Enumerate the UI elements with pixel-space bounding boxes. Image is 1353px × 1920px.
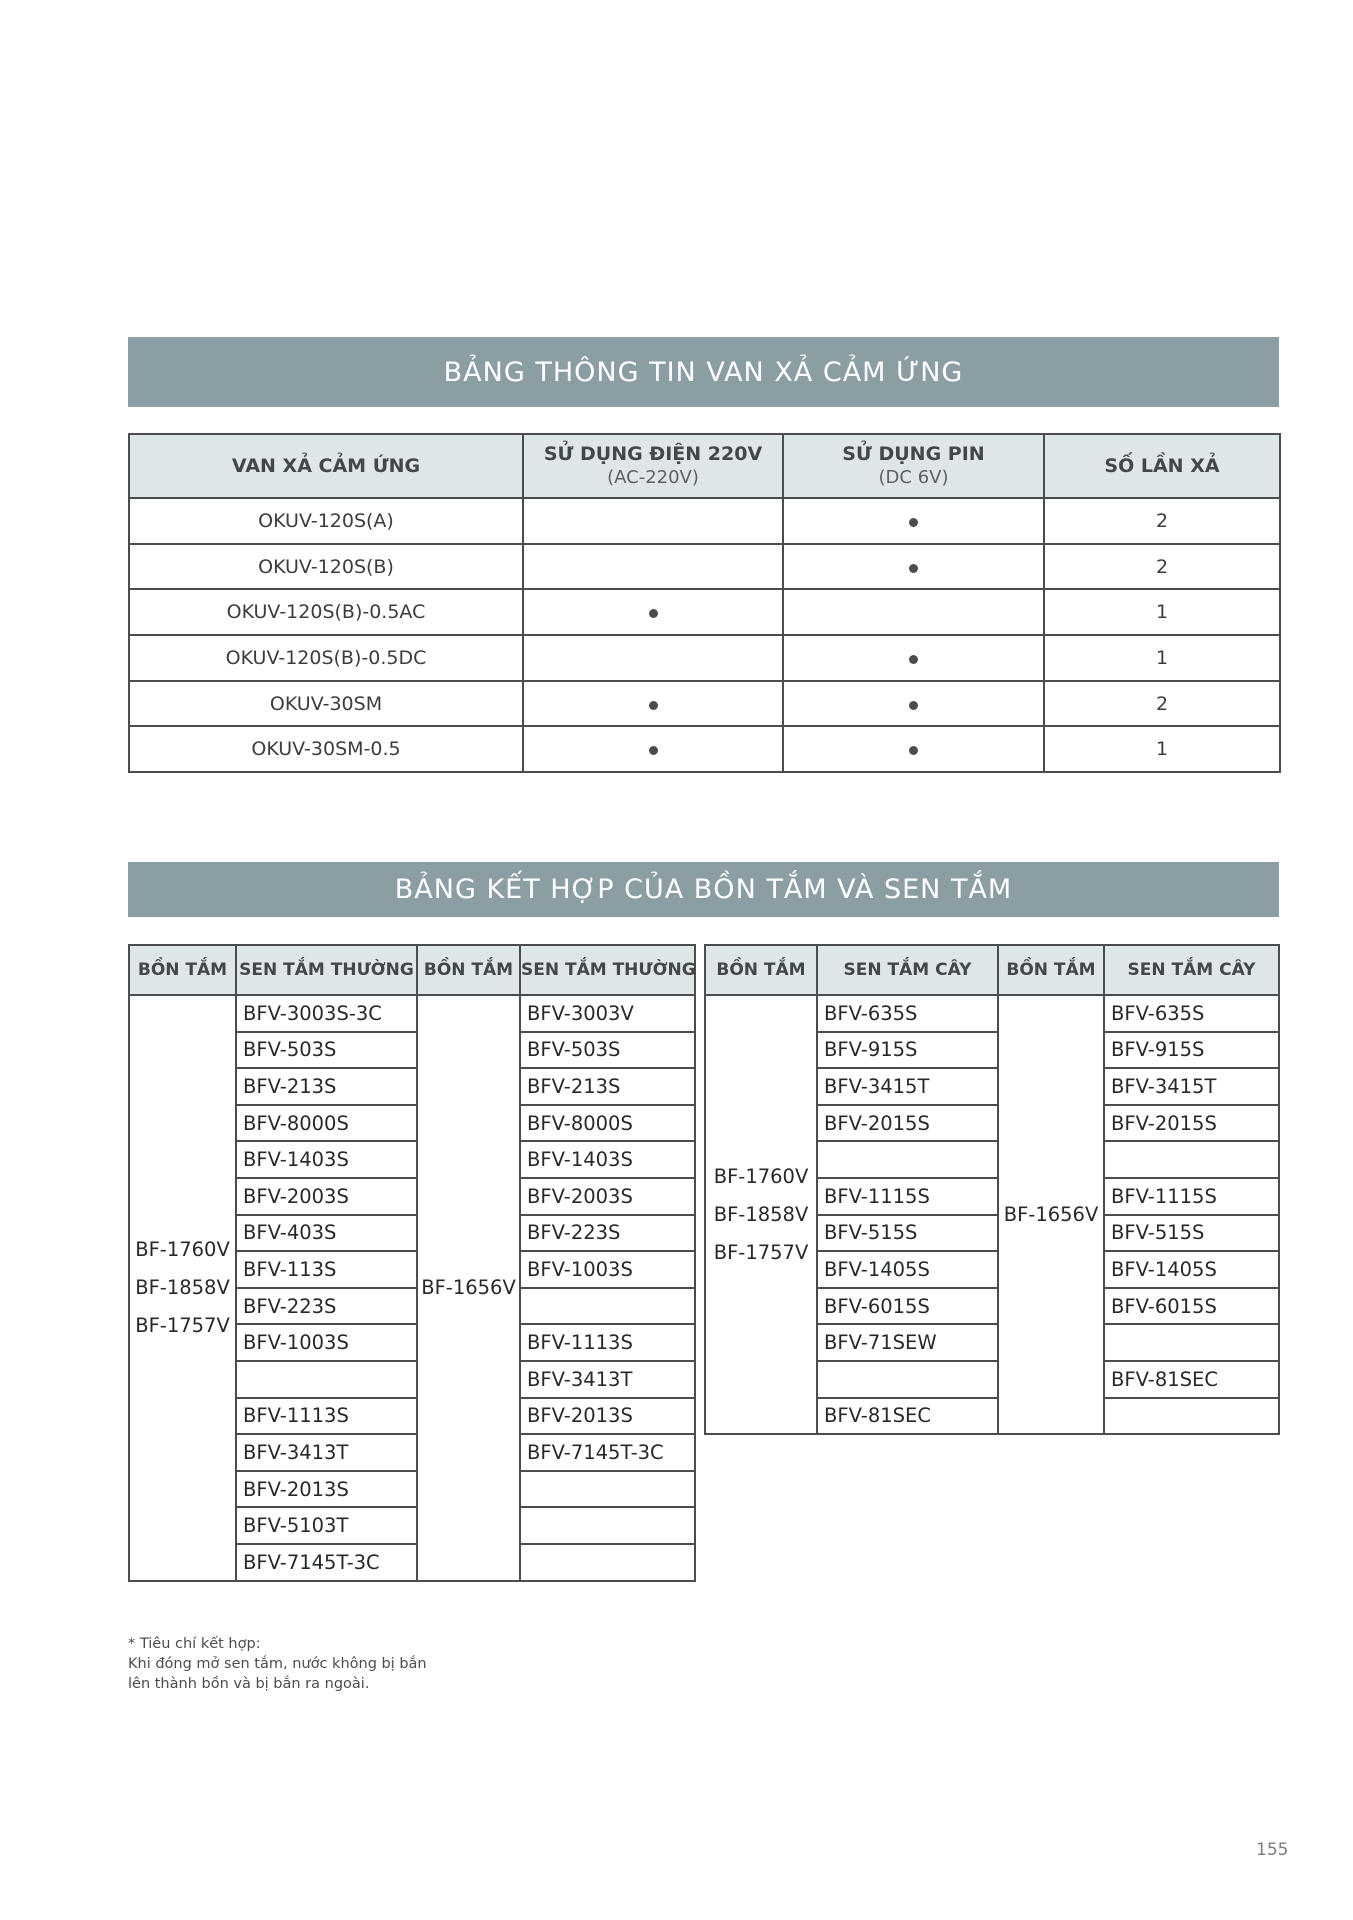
shower-model-cell: BFV-3003S-3C — [236, 995, 417, 1032]
shower-model-cell: BFV-6015S — [1104, 1288, 1279, 1325]
shower-model-cell: BFV-1405S — [1104, 1251, 1279, 1288]
shower-model-cell: BFV-2015S — [1104, 1105, 1279, 1142]
shower-model-cell: BFV-2003S — [520, 1178, 695, 1215]
header-sublabel: (DC 6V) — [878, 467, 949, 488]
tub-models-cell — [998, 995, 1104, 1434]
flush-count-cell: 2 — [1044, 544, 1280, 590]
shower-model-cell — [1104, 1141, 1279, 1178]
shower-model-cell: BFV-915S — [817, 1032, 998, 1069]
shower-model-cell — [520, 1507, 695, 1544]
ac220-cell — [523, 498, 783, 544]
valve-model-cell: OKUV-120S(B) — [129, 544, 523, 590]
shower-model-cell: BFV-71SEW — [817, 1324, 998, 1361]
dc6-cell — [783, 681, 1044, 727]
valve-table-row — [129, 681, 1280, 727]
tub-models-cell — [129, 995, 236, 1581]
shower-model-cell: BFV-1113S — [520, 1324, 695, 1361]
ac220-cell — [523, 544, 783, 590]
valve-table-row — [129, 498, 1280, 544]
dc6-cell — [783, 589, 1044, 635]
valve-model-cell: OKUV-30SM — [129, 681, 523, 727]
flush-count-cell: 1 — [1044, 726, 1280, 772]
header-tub: BỒN TẮM — [417, 945, 520, 995]
valve-table-title-text: BẢNG THÔNG TIN VAN XẢ CẢM ỨNG — [443, 356, 964, 388]
column-table-header-row — [705, 945, 1279, 995]
combo-table-title-text: BẢNG KẾT HỢP CỦA BỒN TẮM VÀ SEN TẮM — [394, 874, 1013, 905]
header-label: SỐ LẦN XẢ — [1104, 454, 1220, 477]
shower-model-cell: BFV-1003S — [236, 1324, 417, 1361]
tub-model: BF-1760V — [713, 1164, 809, 1188]
shower-model-cell: BFV-213S — [520, 1068, 695, 1105]
dc6-cell — [783, 498, 1044, 544]
tub-model: BF-1656V — [421, 1275, 516, 1299]
dc6-cell — [783, 544, 1044, 590]
ac220-cell — [523, 726, 783, 772]
shower-model-cell: BFV-5103T — [236, 1507, 417, 1544]
shower-model-cell — [1104, 1324, 1279, 1361]
tub-model: BF-1858V — [135, 1275, 230, 1299]
shower-model-cell: BFV-915S — [1104, 1032, 1279, 1069]
header-dc6 — [783, 434, 1044, 498]
flush-count-cell: 1 — [1044, 589, 1280, 635]
header-sublabel: (AC-220V) — [607, 467, 699, 488]
shower-model-cell: BFV-3415T — [1104, 1068, 1279, 1105]
shower-model-cell — [817, 1141, 998, 1178]
bullet-dot-icon — [649, 701, 658, 710]
footnote-line: Khi đóng mở sen tắm, nước không bị bắn — [128, 1656, 427, 1672]
shower-model-cell: BFV-223S — [236, 1288, 417, 1325]
column-shower-combo-table — [704, 944, 1280, 1435]
shower-model-cell: BFV-8000S — [520, 1105, 695, 1142]
ac220-cell — [523, 635, 783, 681]
tub-model: BF-1858V — [713, 1202, 809, 1226]
header-regular-shower: SEN TẮM THƯỜNG — [520, 945, 695, 995]
shower-model-cell: BFV-503S — [236, 1032, 417, 1069]
tub-model: BF-1656V — [1003, 1202, 1099, 1226]
tub-model: BF-1757V — [135, 1313, 230, 1337]
combo-table-row — [129, 995, 695, 1032]
valve-table-row — [129, 544, 1280, 590]
flush-count-cell: 1 — [1044, 635, 1280, 681]
shower-model-cell — [236, 1361, 417, 1398]
ac220-cell — [523, 589, 783, 635]
tub-model: BF-1760V — [135, 1237, 230, 1261]
combo-table-row — [705, 995, 1279, 1032]
shower-model-cell: BFV-515S — [817, 1215, 998, 1252]
dc6-cell — [783, 635, 1044, 681]
bullet-dot-icon — [909, 701, 918, 710]
header-regular-shower: SEN TẮM THƯỜNG — [236, 945, 417, 995]
header-tub: BỒN TẮM — [998, 945, 1104, 995]
shower-model-cell: BFV-3413T — [520, 1361, 695, 1398]
regular-shower-combo-table — [128, 944, 696, 1582]
header-label: VAN XẢ CẢM ỨNG — [231, 454, 421, 477]
header-ac220 — [523, 434, 783, 498]
bullet-dot-icon — [909, 564, 918, 573]
footnote — [128, 1634, 427, 1694]
shower-model-cell: BFV-6015S — [817, 1288, 998, 1325]
valve-model-cell: OKUV-120S(A) — [129, 498, 523, 544]
shower-model-cell: BFV-1405S — [817, 1251, 998, 1288]
header-valve-model — [129, 434, 523, 498]
shower-model-cell: BFV-2013S — [236, 1471, 417, 1508]
valve-table-row — [129, 635, 1280, 681]
shower-model-cell — [520, 1544, 695, 1581]
shower-model-cell: BFV-1403S — [236, 1141, 417, 1178]
shower-model-cell: BFV-3003V — [520, 995, 695, 1032]
flush-count-cell: 2 — [1044, 498, 1280, 544]
page-number: 155 — [1256, 1840, 1289, 1860]
header-column-shower: SEN TẮM CÂY — [1104, 945, 1279, 995]
shower-model-cell: BFV-1003S — [520, 1251, 695, 1288]
ac220-cell — [523, 681, 783, 727]
shower-model-cell — [1104, 1398, 1279, 1435]
valve-model-cell: OKUV-120S(B)-0.5AC — [129, 589, 523, 635]
tub-model: BF-1757V — [713, 1240, 809, 1264]
shower-model-cell: BFV-7145T-3C — [236, 1544, 417, 1581]
shower-model-cell: BFV-2013S — [520, 1398, 695, 1435]
valve-model-cell: OKUV-120S(B)-0.5DC — [129, 635, 523, 681]
shower-model-cell: BFV-3413T — [236, 1434, 417, 1471]
valve-table-row — [129, 589, 1280, 635]
shower-model-cell: BFV-81SEC — [817, 1398, 998, 1435]
shower-model-cell: BFV-1115S — [817, 1178, 998, 1215]
shower-model-cell: BFV-113S — [236, 1251, 417, 1288]
valve-table-header-row — [129, 434, 1280, 498]
bullet-dot-icon — [649, 746, 658, 755]
header-flush-count — [1044, 434, 1280, 498]
valve-table-title — [128, 337, 1279, 407]
shower-model-cell: BFV-503S — [520, 1032, 695, 1069]
shower-model-cell: BFV-515S — [1104, 1215, 1279, 1252]
shower-model-cell: BFV-2003S — [236, 1178, 417, 1215]
header-tub: BỒN TẮM — [129, 945, 236, 995]
bullet-dot-icon — [909, 518, 918, 527]
shower-model-cell — [520, 1288, 695, 1325]
combo-table-title — [128, 862, 1279, 917]
bullet-dot-icon — [649, 609, 658, 618]
valve-info-table — [128, 433, 1281, 773]
dc6-cell — [783, 726, 1044, 772]
valve-table-row — [129, 726, 1280, 772]
shower-model-cell — [520, 1471, 695, 1508]
tub-models-cell — [417, 995, 520, 1581]
shower-model-cell: BFV-2015S — [817, 1105, 998, 1142]
shower-model-cell: BFV-8000S — [236, 1105, 417, 1142]
shower-model-cell: BFV-1113S — [236, 1398, 417, 1435]
header-column-shower: SEN TẮM CÂY — [817, 945, 998, 995]
footnote-line: * Tiêu chí kết hợp: — [128, 1636, 261, 1652]
bullet-dot-icon — [909, 655, 918, 664]
header-label: SỬ DỤNG ĐIỆN 220V — [543, 443, 763, 465]
valve-model-cell: OKUV-30SM-0.5 — [129, 726, 523, 772]
shower-model-cell: BFV-635S — [1104, 995, 1279, 1032]
footnote-line: lên thành bồn và bị bắn ra ngoài. — [128, 1676, 370, 1692]
shower-model-cell: BFV-403S — [236, 1215, 417, 1252]
regular-table-header-row — [129, 945, 695, 995]
shower-model-cell — [817, 1361, 998, 1398]
flush-count-cell: 2 — [1044, 681, 1280, 727]
shower-model-cell: BFV-635S — [817, 995, 998, 1032]
header-label: SỬ DỤNG PIN — [842, 443, 985, 465]
shower-model-cell: BFV-3415T — [817, 1068, 998, 1105]
shower-model-cell: BFV-7145T-3C — [520, 1434, 695, 1471]
shower-model-cell: BFV-1115S — [1104, 1178, 1279, 1215]
shower-model-cell: BFV-223S — [520, 1215, 695, 1252]
shower-model-cell: BFV-81SEC — [1104, 1361, 1279, 1398]
header-tub: BỒN TẮM — [705, 945, 817, 995]
tub-models-cell — [705, 995, 817, 1434]
shower-model-cell: BFV-1403S — [520, 1141, 695, 1178]
shower-model-cell: BFV-213S — [236, 1068, 417, 1105]
bullet-dot-icon — [909, 746, 918, 755]
